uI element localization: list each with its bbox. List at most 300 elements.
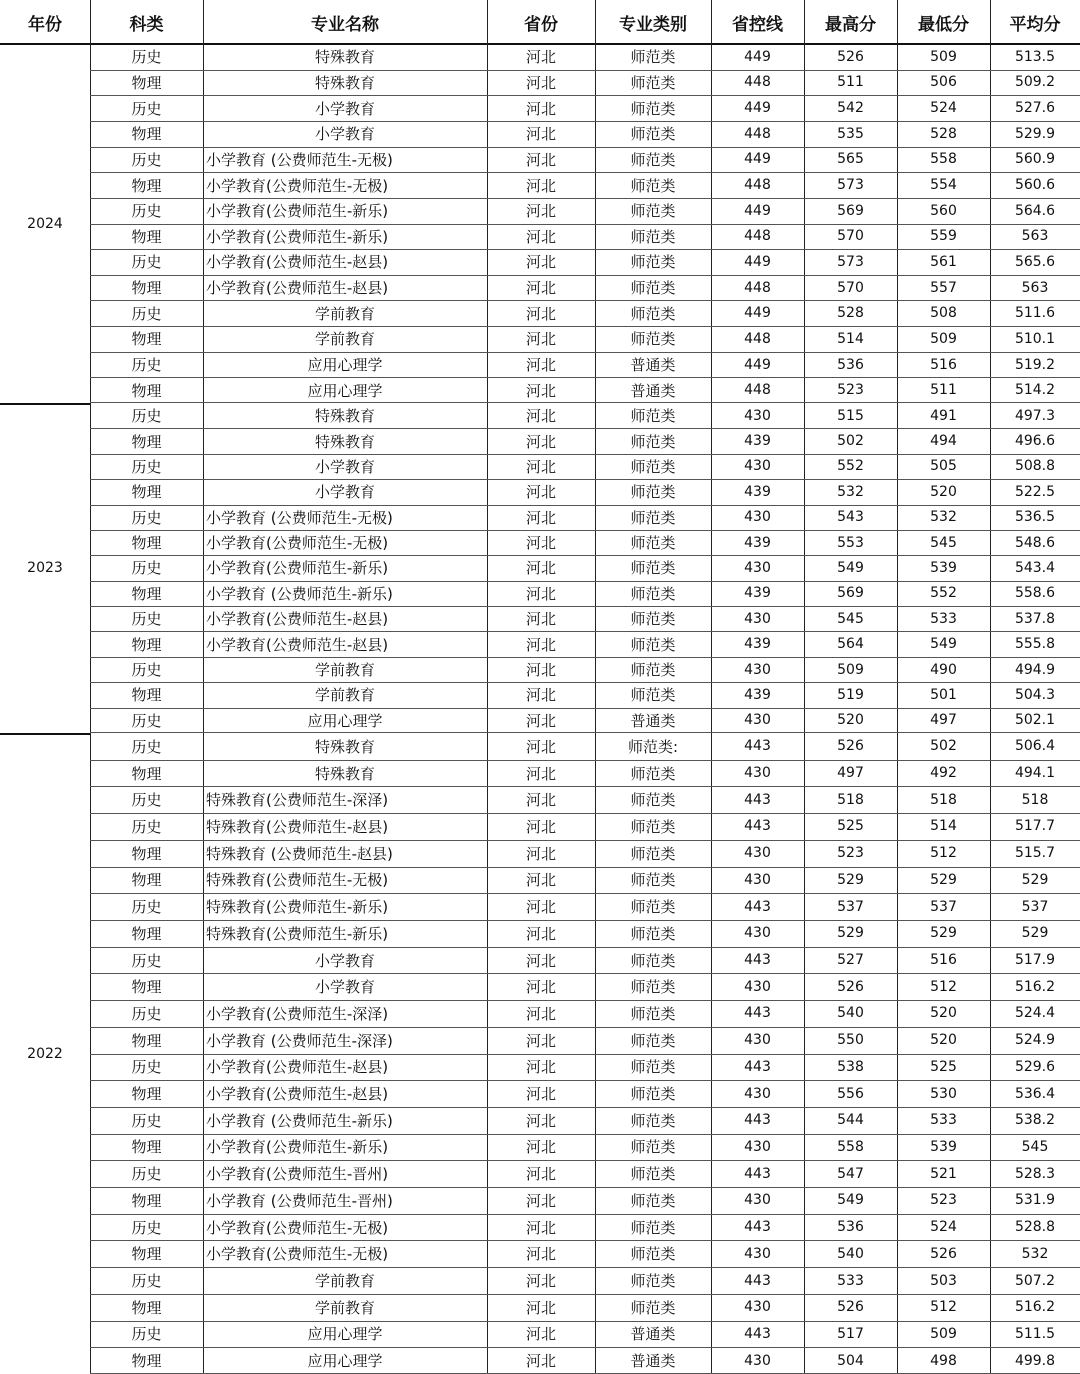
cell-major: 小学教育(公费师范生-无极) xyxy=(206,1245,389,1264)
cell-control-line: 430 xyxy=(744,1032,771,1049)
cell-control-line: 439 xyxy=(744,534,771,551)
cell-min-score: 509 xyxy=(930,1325,957,1342)
cell-max-score: 523 xyxy=(837,845,864,862)
cell-major: 应用心理学 xyxy=(307,356,383,375)
cell-control-line: 439 xyxy=(744,585,771,602)
grid-line xyxy=(90,530,1080,531)
cell-max-score: 545 xyxy=(837,610,864,627)
cell-subject: 物理 xyxy=(131,1031,162,1050)
cell-subject: 历史 xyxy=(131,951,162,970)
cell-min-score: 523 xyxy=(930,1192,957,1209)
cell-major: 特殊教育(公费师范生-新乐) xyxy=(206,924,389,943)
cell-control-line: 430 xyxy=(744,1245,771,1262)
cell-control-line: 439 xyxy=(744,636,771,653)
cell-max-score: 509 xyxy=(837,661,864,678)
cell-avg-score: 524.9 xyxy=(1014,1032,1056,1049)
cell-max-score: 564 xyxy=(837,636,864,653)
grid-line xyxy=(90,377,1080,378)
cell-avg-score: 497.3 xyxy=(1014,407,1056,424)
cell-control-line: 443 xyxy=(744,1219,771,1236)
cell-control-line: 449 xyxy=(744,356,771,373)
cell-subject: 物理 xyxy=(131,1191,162,1210)
cell-control-line: 449 xyxy=(744,100,771,117)
cell-category: 普通类 xyxy=(630,1352,676,1371)
cell-subject: 历史 xyxy=(131,508,162,527)
cell-subject: 历史 xyxy=(131,48,162,67)
grid-line xyxy=(90,581,1080,582)
cell-category: 师范类 xyxy=(630,791,676,810)
cell-province: 河北 xyxy=(525,407,556,426)
cell-avg-score: 511.5 xyxy=(1014,1325,1056,1342)
cell-min-score: 508 xyxy=(930,305,957,322)
cell-max-score: 525 xyxy=(837,818,864,835)
cell-province: 河北 xyxy=(525,584,556,603)
cell-major: 特殊教育(公费师范生-新乐) xyxy=(206,898,389,917)
cell-control-line: 443 xyxy=(744,1272,771,1289)
cell-subject: 物理 xyxy=(131,635,162,654)
grid-line xyxy=(90,428,1080,429)
grid-line xyxy=(90,1321,1080,1322)
cell-province: 河北 xyxy=(525,1298,556,1317)
cell-max-score: 573 xyxy=(837,177,864,194)
grid-line xyxy=(0,403,90,405)
cell-province: 河北 xyxy=(525,686,556,705)
cell-major: 小学教育 xyxy=(314,483,375,502)
cell-min-score: 518 xyxy=(930,791,957,808)
grid-line xyxy=(90,760,1080,761)
cell-control-line: 430 xyxy=(744,978,771,995)
grid-line xyxy=(90,682,1080,683)
cell-avg-score: 563 xyxy=(1021,228,1049,245)
cell-subject: 历史 xyxy=(131,253,162,272)
cell-province: 河北 xyxy=(525,791,556,810)
grid-line xyxy=(90,95,1080,96)
grid-line xyxy=(90,121,1080,122)
cell-major: 特殊教育(公费师范生-赵县) xyxy=(206,817,389,836)
cell-max-score: 573 xyxy=(837,253,864,270)
cell-subject: 物理 xyxy=(131,1298,162,1317)
cell-province: 河北 xyxy=(525,737,556,756)
cell-category: 师范类 xyxy=(630,844,676,863)
cell-category: 师范类 xyxy=(630,661,676,680)
cell-category: 普通类 xyxy=(630,356,676,375)
cell-avg-score: 494.9 xyxy=(1014,661,1056,678)
cell-major: 小学教育 xyxy=(314,457,375,476)
cell-category: 师范类 xyxy=(630,924,676,943)
cell-major: 小学教育(公费师范生-无极) xyxy=(206,534,389,553)
cell-avg-score: 514.2 xyxy=(1014,382,1056,399)
cell-avg-score: 529 xyxy=(1021,871,1049,888)
cell-min-score: 509 xyxy=(930,48,957,65)
cell-subject: 物理 xyxy=(131,978,162,997)
cell-avg-score: 548.6 xyxy=(1014,534,1056,551)
cell-category: 师范类 xyxy=(630,1272,676,1290)
cell-avg-score: 499.8 xyxy=(1014,1352,1056,1369)
cell-control-line: 443 xyxy=(744,1325,771,1342)
cell-control-line: 443 xyxy=(744,738,771,755)
cell-avg-score: 564.6 xyxy=(1014,202,1056,219)
cell-control-line: 439 xyxy=(744,686,771,703)
cell-min-score: 509 xyxy=(930,330,957,347)
cell-min-score: 512 xyxy=(930,845,957,862)
cell-major: 应用心理学 xyxy=(307,381,383,400)
cell-province: 河北 xyxy=(525,898,556,917)
grid-line xyxy=(90,1054,1080,1055)
cell-max-score: 549 xyxy=(837,559,864,576)
cell-category: 师范类 xyxy=(630,253,676,272)
grid-line xyxy=(90,1187,1080,1188)
cell-avg-score: 519.2 xyxy=(1014,356,1056,373)
cell-major: 特殊教育 (公费师范生-赵县) xyxy=(206,844,393,863)
cell-control-line: 449 xyxy=(744,48,771,65)
cell-avg-score: 511.6 xyxy=(1014,305,1056,322)
cell-control-line: 448 xyxy=(744,330,771,347)
cell-subject: 物理 xyxy=(131,330,162,349)
grid-line xyxy=(90,70,1080,71)
cell-avg-score: 538.2 xyxy=(1014,1112,1056,1129)
cell-subject: 物理 xyxy=(131,432,162,451)
cell-min-score: 494 xyxy=(930,433,957,450)
cell-subject: 物理 xyxy=(131,764,162,783)
cell-min-score: 524 xyxy=(930,100,957,117)
grid-line xyxy=(90,300,1080,301)
cell-min-score: 520 xyxy=(930,1032,957,1049)
cell-max-score: 527 xyxy=(837,952,864,968)
cell-category: 师范类 xyxy=(630,1298,676,1317)
cell-subject: 物理 xyxy=(131,1085,162,1104)
cell-subject: 历史 xyxy=(131,150,162,169)
cell-avg-score: 560.9 xyxy=(1014,151,1056,168)
cell-major: 小学教育(公费师范生-无极) xyxy=(206,1218,389,1237)
cell-category: 师范类 xyxy=(630,227,676,246)
year-cell: 2024 xyxy=(27,215,63,232)
cell-subject: 历史 xyxy=(131,791,162,810)
cell-province: 河北 xyxy=(525,1218,556,1237)
cell-province: 河北 xyxy=(525,559,556,578)
cell-max-score: 542 xyxy=(837,100,864,117)
cell-min-score: 506 xyxy=(930,74,957,91)
cell-control-line: 430 xyxy=(744,610,771,627)
cell-category: 师范类 xyxy=(630,304,676,323)
cell-category: 师范类 xyxy=(630,176,676,195)
cell-category: 师范类 xyxy=(630,1218,676,1237)
cell-province: 河北 xyxy=(525,871,556,890)
cell-control-line: 443 xyxy=(744,791,771,808)
grid-line xyxy=(90,224,1080,225)
cell-province: 河北 xyxy=(525,330,556,349)
cell-max-score: 502 xyxy=(837,433,864,450)
cell-major: 学前教育 xyxy=(314,1298,375,1317)
cell-min-score: 514 xyxy=(930,818,957,835)
cell-major: 小学教育 (公费师范生-新乐) xyxy=(206,584,393,603)
cell-min-score: 533 xyxy=(930,1112,957,1129)
cell-avg-score: 531.9 xyxy=(1014,1192,1056,1209)
cell-min-score: 516 xyxy=(930,952,957,968)
header-max-score: 最高分 xyxy=(825,14,876,35)
cell-max-score: 504 xyxy=(837,1352,864,1369)
cell-category: 师范类 xyxy=(630,202,676,221)
cell-min-score: 529 xyxy=(930,871,957,888)
cell-max-score: 515 xyxy=(837,407,864,424)
cell-category: 师范类 xyxy=(630,1191,676,1210)
cell-control-line: 439 xyxy=(744,433,771,450)
cell-avg-score: 528.3 xyxy=(1014,1165,1056,1182)
cell-province: 河北 xyxy=(525,978,556,997)
cell-category: 师范类 xyxy=(630,584,676,603)
cell-subject: 物理 xyxy=(131,1138,162,1157)
cell-max-score: 553 xyxy=(837,534,864,551)
cell-max-score: 556 xyxy=(837,1085,864,1102)
cell-control-line: 430 xyxy=(744,712,771,729)
cell-max-score: 528 xyxy=(837,305,864,322)
cell-control-line: 430 xyxy=(744,661,771,678)
cell-min-score: 529 xyxy=(930,925,957,942)
cell-avg-score: 516.2 xyxy=(1014,1299,1056,1316)
grid-line xyxy=(90,275,1080,276)
cell-avg-score: 545 xyxy=(1021,1138,1049,1155)
cell-major: 小学教育 xyxy=(314,978,375,997)
cell-major: 应用心理学 xyxy=(307,1352,383,1371)
cell-category: 师范类 xyxy=(630,534,676,553)
cell-control-line: 430 xyxy=(744,1192,771,1209)
cell-category: 师范类 xyxy=(630,817,676,836)
cell-control-line: 448 xyxy=(744,125,771,142)
cell-min-score: 498 xyxy=(930,1352,957,1369)
cell-max-score: 518 xyxy=(837,791,864,808)
cell-subject: 历史 xyxy=(131,99,162,118)
cell-max-score: 519 xyxy=(837,686,864,703)
cell-avg-score: 563 xyxy=(1021,279,1049,296)
cell-max-score: 529 xyxy=(837,871,864,888)
cell-avg-score: 518 xyxy=(1021,791,1049,808)
cell-major: 小学教育 (公费师范生-晋州) xyxy=(206,1191,393,1210)
cell-province: 河北 xyxy=(525,661,556,680)
cell-avg-score: 529.9 xyxy=(1014,125,1056,142)
cell-avg-score: 529 xyxy=(1021,925,1049,942)
cell-max-score: 550 xyxy=(837,1032,864,1049)
cell-min-score: 533 xyxy=(930,610,957,627)
cell-province: 河北 xyxy=(525,356,556,375)
cell-max-score: 535 xyxy=(837,125,864,142)
cell-province: 河北 xyxy=(525,227,556,246)
cell-major: 小学教育(公费师范生-赵县) xyxy=(206,635,389,654)
cell-subject: 历史 xyxy=(131,1004,162,1023)
cell-province: 河北 xyxy=(525,1004,556,1023)
year-cell: 2022 xyxy=(27,1045,63,1062)
cell-category: 普通类 xyxy=(630,711,676,730)
cell-province: 河北 xyxy=(525,48,556,67)
cell-min-score: 525 xyxy=(930,1058,957,1075)
cell-category: 师范类 xyxy=(630,150,676,169)
cell-max-score: 536 xyxy=(837,1219,864,1236)
cell-avg-score: 515.7 xyxy=(1014,845,1056,862)
cell-avg-score: 502.1 xyxy=(1014,712,1056,729)
cell-province: 河北 xyxy=(525,457,556,476)
cell-subject: 历史 xyxy=(131,661,162,680)
cell-category: 师范类 xyxy=(630,1085,676,1104)
cell-subject: 历史 xyxy=(131,711,162,730)
cell-major: 小学教育(公费师范生-赵县) xyxy=(206,1058,389,1077)
cell-control-line: 430 xyxy=(744,1299,771,1316)
cell-category: 师范类 xyxy=(630,330,676,349)
grid-line xyxy=(90,840,1080,841)
cell-max-score: 569 xyxy=(837,585,864,602)
cell-min-score: 545 xyxy=(930,534,957,551)
grid-line xyxy=(90,1107,1080,1108)
cell-major: 小学教育(公费师范生-赵县) xyxy=(206,279,389,298)
cell-major: 小学教育(公费师范生-无极) xyxy=(206,176,389,195)
cell-major: 小学教育(公费师范生-新乐) xyxy=(206,559,389,578)
cell-category: 师范类 xyxy=(630,1058,676,1077)
cell-subject: 历史 xyxy=(131,737,162,756)
cell-province: 河北 xyxy=(525,1031,556,1050)
cell-major: 应用心理学 xyxy=(307,711,383,730)
cell-subject: 历史 xyxy=(131,407,162,426)
cell-subject: 历史 xyxy=(131,1111,162,1130)
header-min-score: 最低分 xyxy=(918,14,969,35)
cell-subject: 物理 xyxy=(131,1352,162,1371)
cell-avg-score: 532 xyxy=(1021,1245,1049,1262)
grid-line xyxy=(90,198,1080,199)
grid-line xyxy=(90,1240,1080,1241)
cell-category: 师范类 xyxy=(630,48,676,67)
cell-category: 师范类 xyxy=(630,432,676,451)
cell-max-score: 529 xyxy=(837,925,864,942)
grid-line xyxy=(90,479,1080,480)
cell-min-score: 501 xyxy=(930,686,957,703)
cell-avg-score: 496.6 xyxy=(1014,433,1056,450)
cell-subject: 物理 xyxy=(131,73,162,92)
cell-subject: 历史 xyxy=(131,898,162,917)
cell-province: 河北 xyxy=(525,1058,556,1077)
cell-subject: 物理 xyxy=(131,125,162,144)
cell-control-line: 430 xyxy=(744,871,771,888)
cell-min-score: 511 xyxy=(930,382,957,399)
cell-category: 师范类 xyxy=(630,871,676,890)
grid-line xyxy=(90,786,1080,787)
cell-subject: 物理 xyxy=(131,534,162,553)
cell-subject: 物理 xyxy=(131,279,162,298)
cell-min-score: 492 xyxy=(930,765,957,782)
cell-province: 河北 xyxy=(525,279,556,298)
cell-category: 师范类 xyxy=(630,1138,676,1157)
cell-control-line: 443 xyxy=(744,952,771,968)
cell-control-line: 448 xyxy=(744,228,771,245)
cell-category: 师范类 xyxy=(630,1165,676,1184)
cell-category: 师范类 xyxy=(630,635,676,654)
cell-category: 师范类 xyxy=(630,951,676,970)
cell-category: 师范类 xyxy=(630,978,676,997)
cell-max-score: 540 xyxy=(837,1245,864,1262)
cell-avg-score: 527.6 xyxy=(1014,100,1056,117)
grid-line xyxy=(90,1134,1080,1135)
cell-avg-score: 513.5 xyxy=(1014,48,1056,65)
year-cell: 2023 xyxy=(27,560,63,576)
cell-subject: 历史 xyxy=(131,1325,162,1344)
cell-min-score: 560 xyxy=(930,202,957,219)
cell-subject: 物理 xyxy=(131,176,162,195)
cell-category: 师范类: xyxy=(627,737,679,756)
cell-control-line: 430 xyxy=(744,509,771,526)
cell-avg-score: 565.6 xyxy=(1014,253,1056,270)
cell-min-score: 516 xyxy=(930,356,957,373)
cell-avg-score: 517.9 xyxy=(1014,952,1056,968)
cell-major: 小学教育 (公费师范生-新乐) xyxy=(206,1111,393,1130)
cell-max-score: 520 xyxy=(837,712,864,729)
cell-major: 特殊教育 xyxy=(314,764,375,783)
grid-line xyxy=(90,147,1080,148)
cell-subject: 历史 xyxy=(131,1218,162,1237)
cell-avg-score: 510.1 xyxy=(1014,330,1056,347)
grid-line xyxy=(90,249,1080,250)
cell-category: 师范类 xyxy=(630,610,676,629)
cell-min-score: 557 xyxy=(930,279,957,296)
header-major: 专业名称 xyxy=(311,14,379,35)
cell-province: 河北 xyxy=(525,951,556,970)
cell-max-score: 543 xyxy=(837,509,864,526)
cell-subject: 物理 xyxy=(131,584,162,603)
cell-min-score: 528 xyxy=(930,125,957,142)
cell-province: 河北 xyxy=(525,304,556,323)
cell-major: 学前教育 xyxy=(314,686,375,705)
cell-min-score: 532 xyxy=(930,509,957,526)
cell-control-line: 448 xyxy=(744,177,771,194)
header-year: 年份 xyxy=(28,14,62,35)
cell-avg-score: 543.4 xyxy=(1014,559,1056,576)
cell-max-score: 514 xyxy=(837,330,864,347)
cell-max-score: 526 xyxy=(837,738,864,755)
cell-min-score: 526 xyxy=(930,1245,957,1262)
cell-max-score: 537 xyxy=(837,898,864,915)
grid-line xyxy=(90,352,1080,353)
cell-min-score: 497 xyxy=(930,712,957,729)
cell-province: 河北 xyxy=(525,73,556,92)
cell-subject: 历史 xyxy=(131,202,162,221)
cell-avg-score: 536.5 xyxy=(1014,509,1056,526)
cell-control-line: 443 xyxy=(744,898,771,915)
cell-category: 普通类 xyxy=(630,381,676,400)
cell-subject: 历史 xyxy=(131,356,162,375)
cell-major: 学前教育 xyxy=(314,304,375,323)
cell-max-score: 526 xyxy=(837,1299,864,1316)
cell-category: 师范类 xyxy=(630,508,676,527)
cell-control-line: 449 xyxy=(744,253,771,270)
cell-province: 河北 xyxy=(525,176,556,195)
cell-min-score: 521 xyxy=(930,1165,957,1182)
cell-avg-score: 509.2 xyxy=(1014,74,1056,91)
cell-max-score: 547 xyxy=(837,1165,864,1182)
cell-category: 师范类 xyxy=(630,1004,676,1023)
grid-line xyxy=(90,1000,1080,1001)
grid-line xyxy=(90,657,1080,658)
grid-line xyxy=(90,555,1080,556)
cell-major: 小学教育(公费师范生-赵县) xyxy=(206,1085,389,1104)
cell-max-score: 523 xyxy=(837,382,864,399)
cell-category: 师范类 xyxy=(630,898,676,917)
cell-max-score: 517 xyxy=(837,1325,864,1342)
cell-province: 河北 xyxy=(525,924,556,943)
cell-major: 特殊教育 xyxy=(314,48,375,67)
cell-major: 小学教育 (公费师范生-无极) xyxy=(206,150,393,169)
cell-min-score: 512 xyxy=(930,978,957,995)
cell-province: 河北 xyxy=(525,253,556,272)
cell-max-score: 570 xyxy=(837,228,864,245)
cell-control-line: 443 xyxy=(744,1005,771,1022)
cell-major: 特殊教育 xyxy=(314,73,375,92)
cell-min-score: 552 xyxy=(930,585,957,602)
cell-subject: 历史 xyxy=(131,1272,162,1290)
cell-category: 师范类 xyxy=(630,279,676,298)
